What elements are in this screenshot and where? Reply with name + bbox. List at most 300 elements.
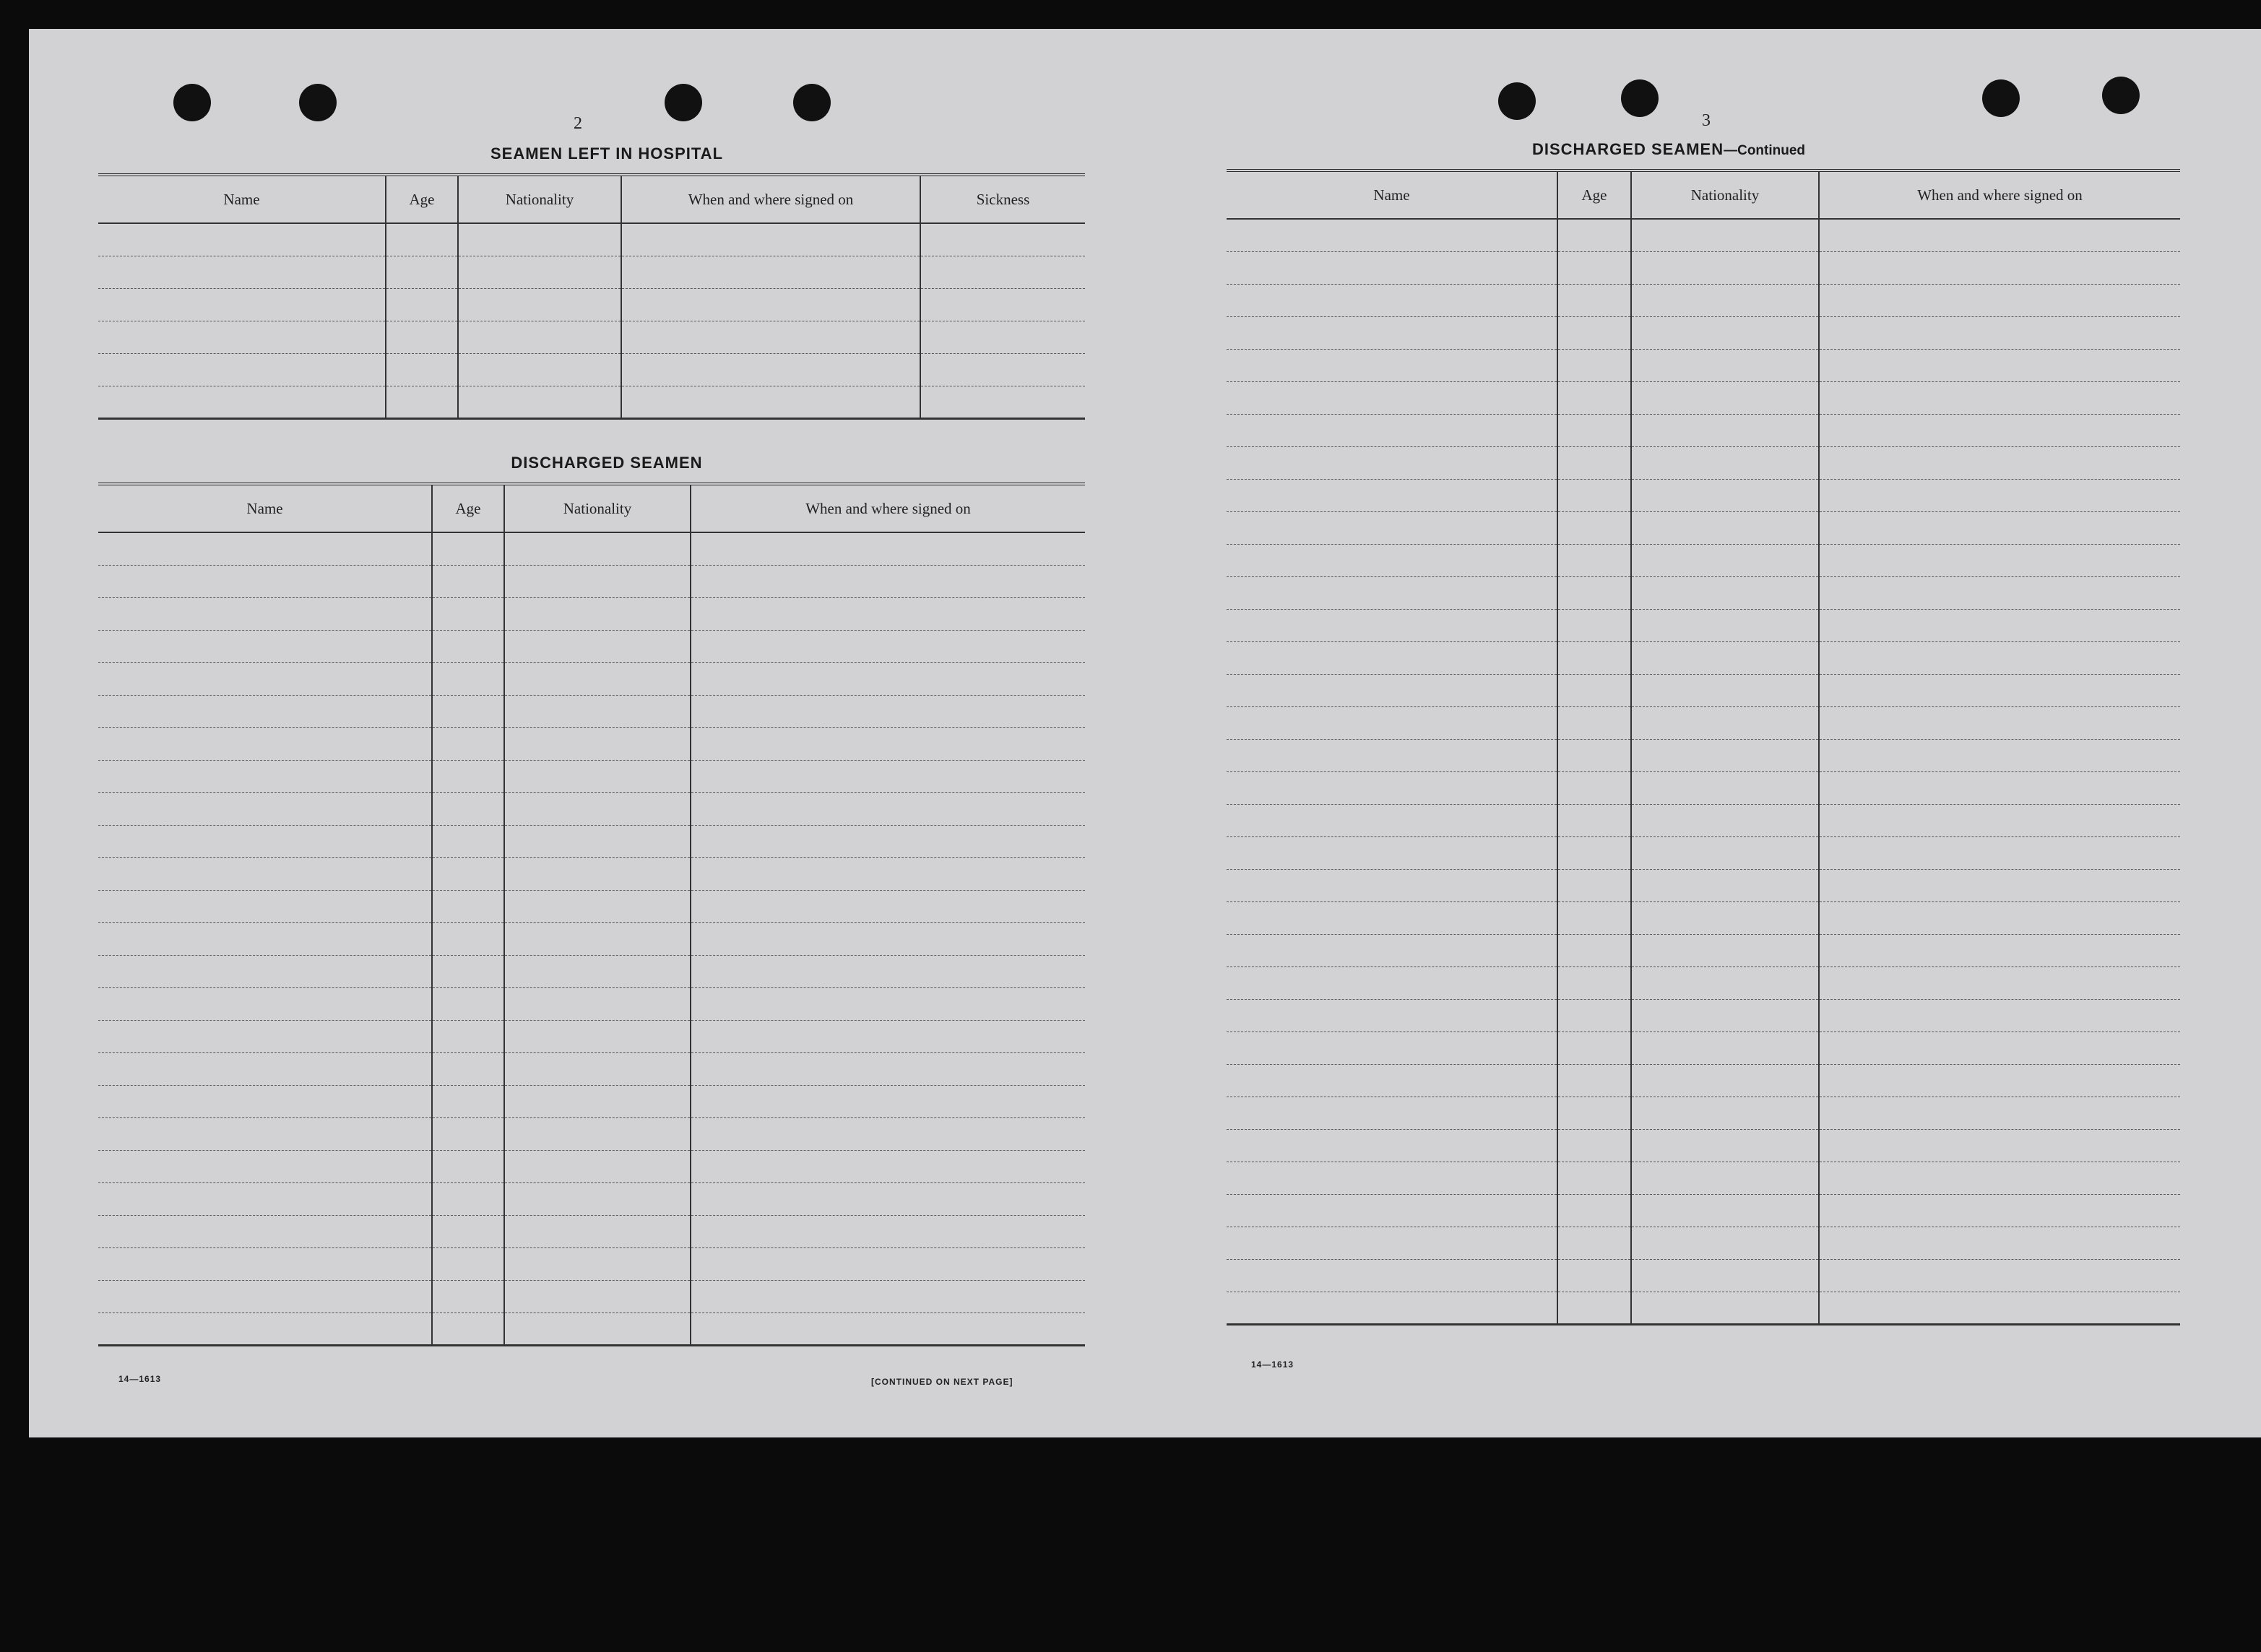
blank-cell bbox=[432, 565, 504, 597]
table-row bbox=[98, 1247, 1085, 1280]
blank-cell bbox=[1227, 414, 1557, 446]
blank-cell bbox=[504, 760, 691, 792]
column-header: When and where signed on bbox=[1819, 170, 2180, 219]
discharged-continued-title-main: DISCHARGED SEAMEN bbox=[1531, 140, 1724, 158]
table-row bbox=[1227, 1032, 2180, 1064]
blank-cell bbox=[1631, 219, 1819, 251]
table-row bbox=[98, 1085, 1085, 1117]
blank-cell bbox=[504, 695, 691, 727]
table-row bbox=[1227, 934, 2180, 966]
blank-cell bbox=[504, 630, 691, 662]
blank-cell bbox=[98, 760, 432, 792]
blank-cell bbox=[1819, 479, 2180, 511]
blank-cell bbox=[98, 597, 432, 630]
blank-cell bbox=[1631, 1162, 1819, 1194]
blank-cell bbox=[504, 987, 691, 1020]
blank-cell bbox=[691, 1117, 1085, 1150]
table-row bbox=[98, 857, 1085, 890]
table-row bbox=[1227, 381, 2180, 414]
table-row bbox=[1227, 836, 2180, 869]
blank-cell bbox=[1631, 576, 1819, 609]
blank-cell bbox=[432, 955, 504, 987]
blank-cell bbox=[98, 565, 432, 597]
blank-cell bbox=[1557, 641, 1631, 674]
blank-cell bbox=[1819, 739, 2180, 771]
blank-cell bbox=[1227, 934, 1557, 966]
table-row bbox=[98, 987, 1085, 1020]
hospital-section-title: SEAMEN LEFT IN HOSPITAL bbox=[490, 144, 724, 163]
blank-cell bbox=[1819, 1259, 2180, 1292]
blank-cell bbox=[1227, 1162, 1557, 1194]
column-header: Nationality bbox=[458, 175, 621, 223]
hospital-rows bbox=[98, 223, 1085, 418]
blank-cell bbox=[691, 630, 1085, 662]
blank-cell bbox=[1631, 1259, 1819, 1292]
blank-cell bbox=[432, 1280, 504, 1312]
blank-cell bbox=[504, 1312, 691, 1345]
table-row bbox=[98, 630, 1085, 662]
blank-cell bbox=[621, 288, 920, 321]
table-row bbox=[98, 1215, 1085, 1247]
punch-hole bbox=[793, 84, 831, 121]
discharged-rows bbox=[98, 532, 1085, 1345]
blank-cell bbox=[691, 565, 1085, 597]
blank-cell bbox=[98, 1052, 432, 1085]
blank-cell bbox=[691, 890, 1085, 922]
blank-cell bbox=[504, 1182, 691, 1215]
blank-cell bbox=[432, 1052, 504, 1085]
table-row bbox=[1227, 739, 2180, 771]
table-row bbox=[1227, 1129, 2180, 1162]
blank-cell bbox=[1227, 901, 1557, 934]
blank-cell bbox=[1819, 1194, 2180, 1227]
blank-cell bbox=[98, 987, 432, 1020]
blank-cell bbox=[504, 1150, 691, 1182]
blank-cell bbox=[1557, 349, 1631, 381]
blank-cell bbox=[1819, 901, 2180, 934]
blank-cell bbox=[1227, 674, 1557, 706]
blank-cell bbox=[98, 922, 432, 955]
table-row bbox=[1227, 706, 2180, 739]
blank-cell bbox=[1227, 381, 1557, 414]
table-row bbox=[98, 223, 1085, 256]
blank-cell bbox=[1557, 511, 1631, 544]
blank-cell bbox=[504, 890, 691, 922]
blank-cell bbox=[1557, 446, 1631, 479]
blank-cell bbox=[1227, 869, 1557, 901]
blank-cell bbox=[1227, 1064, 1557, 1097]
blank-cell bbox=[1557, 836, 1631, 869]
blank-cell bbox=[1557, 771, 1631, 804]
table-row bbox=[1227, 1162, 2180, 1194]
blank-cell bbox=[1631, 609, 1819, 641]
table-row bbox=[98, 955, 1085, 987]
blank-cell bbox=[1631, 674, 1819, 706]
blank-cell bbox=[1557, 966, 1631, 999]
blank-cell bbox=[1557, 1064, 1631, 1097]
blank-cell bbox=[1819, 251, 2180, 284]
discharged-continued-table bbox=[1227, 169, 2180, 1326]
blank-cell bbox=[1819, 1227, 2180, 1259]
blank-cell bbox=[386, 288, 458, 321]
table-row bbox=[98, 532, 1085, 565]
column-header: Name bbox=[1227, 170, 1557, 219]
blank-cell bbox=[98, 1312, 432, 1345]
blank-cell bbox=[1631, 641, 1819, 674]
blank-cell bbox=[504, 792, 691, 825]
blank-cell bbox=[1227, 1259, 1557, 1292]
page-number: 2 bbox=[574, 114, 582, 133]
blank-cell bbox=[1631, 1292, 1819, 1324]
blank-cell bbox=[1819, 219, 2180, 251]
blank-cell bbox=[432, 987, 504, 1020]
blank-cell bbox=[1227, 1227, 1557, 1259]
column-header: Sickness bbox=[920, 175, 1085, 223]
blank-cell bbox=[691, 792, 1085, 825]
blank-cell bbox=[1557, 414, 1631, 446]
table-row bbox=[1227, 771, 2180, 804]
form-number: 14—1613 bbox=[1251, 1359, 1294, 1370]
blank-cell bbox=[98, 727, 432, 760]
blank-cell bbox=[1227, 1194, 1557, 1227]
blank-cell bbox=[432, 922, 504, 955]
blank-cell bbox=[1557, 1097, 1631, 1129]
blank-cell bbox=[386, 386, 458, 418]
blank-cell bbox=[1227, 771, 1557, 804]
blank-cell bbox=[98, 630, 432, 662]
blank-cell bbox=[1819, 1292, 2180, 1324]
blank-cell bbox=[1227, 1129, 1557, 1162]
column-header: Nationality bbox=[1631, 170, 1819, 219]
table-row bbox=[1227, 966, 2180, 999]
table-row bbox=[1227, 479, 2180, 511]
blank-cell bbox=[504, 565, 691, 597]
table-row bbox=[1227, 1259, 2180, 1292]
blank-cell bbox=[691, 1085, 1085, 1117]
blank-cell bbox=[504, 955, 691, 987]
table-row bbox=[98, 353, 1085, 386]
blank-cell bbox=[1631, 349, 1819, 381]
blank-cell bbox=[1819, 1064, 2180, 1097]
blank-cell bbox=[621, 321, 920, 353]
blank-cell bbox=[504, 1052, 691, 1085]
page-number: 3 bbox=[1702, 111, 1711, 130]
blank-cell bbox=[1631, 901, 1819, 934]
blank-cell bbox=[504, 825, 691, 857]
continued-note: [CONTINUED ON NEXT PAGE] bbox=[871, 1377, 1013, 1387]
table-row bbox=[1227, 1227, 2180, 1259]
blank-cell bbox=[98, 321, 386, 353]
blank-cell bbox=[432, 1117, 504, 1150]
blank-cell bbox=[504, 1215, 691, 1247]
blank-cell bbox=[504, 1247, 691, 1280]
blank-cell bbox=[691, 662, 1085, 695]
blank-cell bbox=[1631, 706, 1819, 739]
blank-cell bbox=[1227, 836, 1557, 869]
blank-cell bbox=[98, 890, 432, 922]
form-sheet bbox=[29, 29, 2261, 1437]
table-row bbox=[1227, 576, 2180, 609]
blank-cell bbox=[98, 1020, 432, 1052]
blank-cell bbox=[98, 955, 432, 987]
column-header: Nationality bbox=[504, 484, 691, 532]
blank-cell bbox=[504, 1020, 691, 1052]
punch-hole bbox=[2102, 77, 2140, 114]
continued-suffix: —Continued bbox=[1724, 143, 1806, 158]
blank-cell bbox=[1819, 446, 2180, 479]
hospital-table bbox=[98, 173, 1085, 420]
blank-cell bbox=[1227, 1032, 1557, 1064]
blank-cell bbox=[1557, 1162, 1631, 1194]
blank-cell bbox=[98, 695, 432, 727]
blank-cell bbox=[1631, 966, 1819, 999]
blank-cell bbox=[1557, 1259, 1631, 1292]
blank-cell bbox=[432, 630, 504, 662]
blank-cell bbox=[1557, 999, 1631, 1032]
blank-cell bbox=[1819, 836, 2180, 869]
blank-cell bbox=[1819, 349, 2180, 381]
blank-cell bbox=[1227, 446, 1557, 479]
blank-cell bbox=[432, 662, 504, 695]
column-header: When and where signed on bbox=[621, 175, 920, 223]
blank-cell bbox=[1227, 1292, 1557, 1324]
blank-cell bbox=[98, 1117, 432, 1150]
discharged-table bbox=[98, 483, 1085, 1346]
blank-cell bbox=[1819, 544, 2180, 576]
table-row bbox=[98, 695, 1085, 727]
table-row bbox=[1227, 414, 2180, 446]
table-row bbox=[1227, 511, 2180, 544]
blank-cell bbox=[1557, 284, 1631, 316]
blank-cell bbox=[920, 321, 1085, 353]
blank-cell bbox=[504, 532, 691, 565]
blank-cell bbox=[1557, 739, 1631, 771]
blank-cell bbox=[1819, 674, 2180, 706]
blank-cell bbox=[691, 922, 1085, 955]
table-row bbox=[1227, 869, 2180, 901]
blank-cell bbox=[1631, 1129, 1819, 1162]
punch-hole bbox=[1982, 79, 2020, 117]
blank-cell bbox=[691, 597, 1085, 630]
blank-cell bbox=[458, 256, 621, 288]
blank-cell bbox=[1631, 934, 1819, 966]
table-row bbox=[98, 1052, 1085, 1085]
table-row bbox=[1227, 251, 2180, 284]
blank-cell bbox=[1631, 1194, 1819, 1227]
blank-cell bbox=[98, 1247, 432, 1280]
table-row bbox=[1227, 641, 2180, 674]
blank-cell bbox=[1557, 251, 1631, 284]
blank-cell bbox=[98, 662, 432, 695]
blank-cell bbox=[1819, 576, 2180, 609]
blank-cell bbox=[1819, 284, 2180, 316]
punch-hole bbox=[1621, 79, 1659, 117]
table-row bbox=[1227, 349, 2180, 381]
blank-cell bbox=[432, 825, 504, 857]
table-row bbox=[1227, 544, 2180, 576]
blank-cell bbox=[1631, 771, 1819, 804]
page-left bbox=[29, 29, 1127, 1437]
blank-cell bbox=[1631, 739, 1819, 771]
table-row bbox=[98, 922, 1085, 955]
blank-cell bbox=[1819, 511, 2180, 544]
blank-cell bbox=[1557, 804, 1631, 836]
discharged-section-title: DISCHARGED SEAMEN bbox=[511, 454, 703, 472]
blank-cell bbox=[621, 256, 920, 288]
table-row bbox=[98, 825, 1085, 857]
table-row bbox=[98, 760, 1085, 792]
blank-cell bbox=[1227, 706, 1557, 739]
table-row bbox=[98, 386, 1085, 418]
column-header: Age bbox=[386, 175, 458, 223]
form-number: 14—1613 bbox=[118, 1374, 162, 1384]
blank-cell bbox=[691, 1312, 1085, 1345]
table-row bbox=[1227, 219, 2180, 251]
blank-cell bbox=[691, 1020, 1085, 1052]
blank-cell bbox=[1227, 576, 1557, 609]
blank-cell bbox=[920, 353, 1085, 386]
blank-cell bbox=[691, 955, 1085, 987]
blank-cell bbox=[1819, 1129, 2180, 1162]
blank-cell bbox=[98, 825, 432, 857]
blank-cell bbox=[504, 922, 691, 955]
table-row bbox=[1227, 674, 2180, 706]
blank-cell bbox=[432, 1215, 504, 1247]
blank-cell bbox=[1557, 1129, 1631, 1162]
blank-cell bbox=[1557, 706, 1631, 739]
blank-cell bbox=[432, 597, 504, 630]
blank-cell bbox=[1227, 251, 1557, 284]
blank-cell bbox=[98, 256, 386, 288]
blank-cell bbox=[1227, 966, 1557, 999]
blank-cell bbox=[1631, 414, 1819, 446]
blank-cell bbox=[98, 792, 432, 825]
blank-cell bbox=[920, 223, 1085, 256]
blank-cell bbox=[1557, 609, 1631, 641]
blank-cell bbox=[1819, 381, 2180, 414]
blank-cell bbox=[98, 386, 386, 418]
blank-cell bbox=[691, 857, 1085, 890]
blank-cell bbox=[504, 857, 691, 890]
blank-cell bbox=[1557, 674, 1631, 706]
blank-cell bbox=[1631, 381, 1819, 414]
blank-cell bbox=[1819, 999, 2180, 1032]
blank-cell bbox=[432, 857, 504, 890]
blank-cell bbox=[1227, 609, 1557, 641]
blank-cell bbox=[98, 223, 386, 256]
blank-cell bbox=[1631, 316, 1819, 349]
blank-cell bbox=[98, 1215, 432, 1247]
blank-cell bbox=[1557, 219, 1631, 251]
blank-cell bbox=[1631, 1097, 1819, 1129]
blank-cell bbox=[691, 825, 1085, 857]
blank-cell bbox=[1227, 479, 1557, 511]
table-row bbox=[98, 1182, 1085, 1215]
blank-cell bbox=[458, 353, 621, 386]
blank-cell bbox=[1557, 901, 1631, 934]
blank-cell bbox=[1557, 869, 1631, 901]
punch-hole bbox=[299, 84, 337, 121]
discharged-continued-header-row bbox=[1227, 170, 2180, 219]
blank-cell bbox=[98, 1280, 432, 1312]
blank-cell bbox=[691, 532, 1085, 565]
blank-cell bbox=[621, 353, 920, 386]
table-row bbox=[98, 1312, 1085, 1345]
discharged-continued-rows bbox=[1227, 219, 2180, 1324]
blank-cell bbox=[432, 1020, 504, 1052]
blank-cell bbox=[1631, 1032, 1819, 1064]
table-row bbox=[1227, 804, 2180, 836]
blank-cell bbox=[1631, 544, 1819, 576]
blank-cell bbox=[621, 223, 920, 256]
page-right bbox=[1127, 29, 2261, 1437]
blank-cell bbox=[432, 727, 504, 760]
blank-cell bbox=[98, 353, 386, 386]
blank-cell bbox=[458, 321, 621, 353]
blank-cell bbox=[691, 1182, 1085, 1215]
hospital-header-row bbox=[98, 175, 1085, 223]
blank-cell bbox=[1819, 934, 2180, 966]
discharged-header-row bbox=[98, 484, 1085, 532]
blank-cell bbox=[1631, 1227, 1819, 1259]
blank-cell bbox=[920, 256, 1085, 288]
blank-cell bbox=[920, 288, 1085, 321]
table-row bbox=[98, 256, 1085, 288]
blank-cell bbox=[1819, 609, 2180, 641]
blank-cell bbox=[432, 1247, 504, 1280]
table-row bbox=[1227, 284, 2180, 316]
blank-cell bbox=[1557, 544, 1631, 576]
table-row bbox=[1227, 1292, 2180, 1324]
blank-cell bbox=[1819, 869, 2180, 901]
blank-cell bbox=[1557, 381, 1631, 414]
blank-cell bbox=[1819, 966, 2180, 999]
blank-cell bbox=[432, 695, 504, 727]
blank-cell bbox=[1227, 316, 1557, 349]
punch-hole bbox=[173, 84, 211, 121]
blank-cell bbox=[1631, 869, 1819, 901]
blank-cell bbox=[1631, 479, 1819, 511]
blank-cell bbox=[1227, 511, 1557, 544]
column-header: Age bbox=[1557, 170, 1631, 219]
blank-cell bbox=[432, 890, 504, 922]
table-row bbox=[98, 565, 1085, 597]
column-header: Age bbox=[432, 484, 504, 532]
blank-cell bbox=[1819, 1162, 2180, 1194]
table-row bbox=[98, 1280, 1085, 1312]
blank-cell bbox=[1227, 804, 1557, 836]
table-row bbox=[98, 890, 1085, 922]
blank-cell bbox=[1557, 1292, 1631, 1324]
blank-cell bbox=[1819, 414, 2180, 446]
blank-cell bbox=[1631, 446, 1819, 479]
blank-cell bbox=[432, 1182, 504, 1215]
blank-cell bbox=[386, 353, 458, 386]
blank-cell bbox=[1819, 641, 2180, 674]
table-row bbox=[1227, 446, 2180, 479]
blank-cell bbox=[691, 727, 1085, 760]
blank-cell bbox=[98, 532, 432, 565]
blank-cell bbox=[432, 532, 504, 565]
blank-cell bbox=[1631, 511, 1819, 544]
blank-cell bbox=[1819, 771, 2180, 804]
blank-cell bbox=[691, 1150, 1085, 1182]
blank-cell bbox=[1819, 706, 2180, 739]
blank-cell bbox=[432, 1150, 504, 1182]
blank-cell bbox=[691, 1280, 1085, 1312]
blank-cell bbox=[504, 1117, 691, 1150]
table-row bbox=[1227, 1064, 2180, 1097]
